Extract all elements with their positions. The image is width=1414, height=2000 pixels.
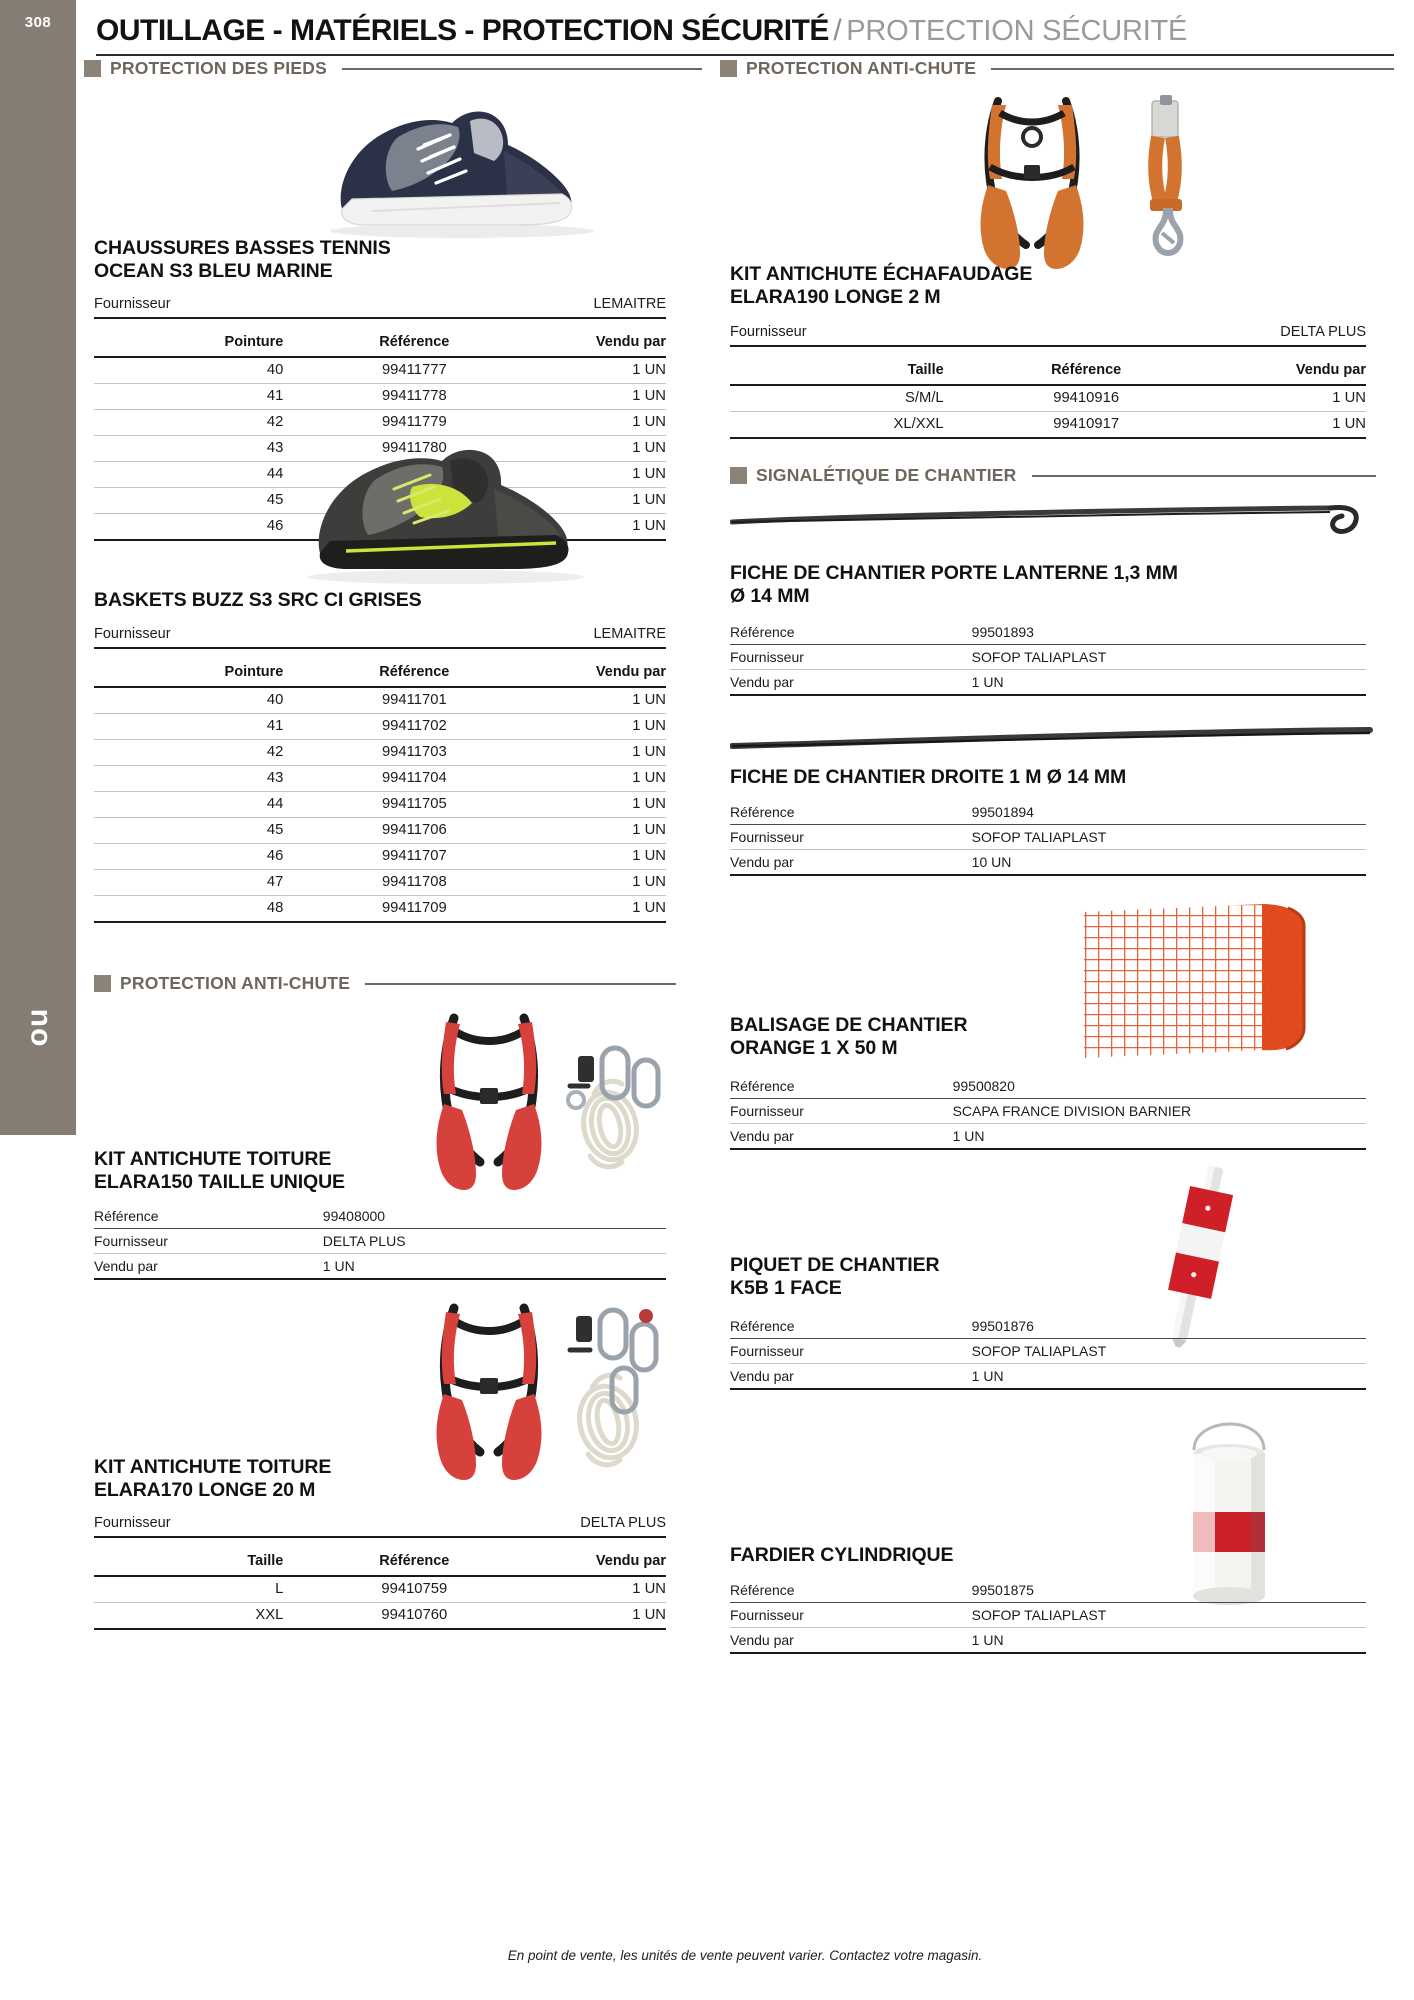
- spec-row-vendu-par: [730, 1628, 1366, 1654]
- column-header-vendu-par: Vendu par: [1295, 362, 1366, 378]
- section-protection-des-pieds: [84, 58, 702, 79]
- column-header-pointure: Pointure: [224, 664, 284, 680]
- fournisseur-label: Fournisseur: [730, 1607, 804, 1623]
- fournisseur-value: SOFOP TALIAPLAST: [971, 649, 1107, 665]
- reference-label: Référence: [730, 624, 795, 640]
- table-header-row: [730, 357, 1366, 385]
- column-header-reference: Référence: [379, 334, 450, 350]
- spec-row-vendu-par: [730, 670, 1366, 696]
- fournisseur-value: SOFOP TALIAPLAST: [971, 829, 1107, 845]
- table-row: 42 99411779 1 UN: [94, 410, 666, 436]
- left-column: [84, 58, 702, 1623]
- product-fiche-porte-lanterne: [720, 488, 1394, 718]
- navy-sneaker-image: [312, 91, 602, 241]
- straight-stake-image: [730, 724, 1376, 758]
- product-title: BASKETS BUZZ S3 SRC CI GRISES: [94, 589, 422, 611]
- page-header: [96, 14, 1394, 48]
- baskets-buzz-rows: [94, 687, 666, 922]
- column-header-taille: Taille: [907, 362, 944, 378]
- column-header-pointure: Pointure: [224, 334, 284, 350]
- product-piquet-chantier: [720, 1178, 1394, 1428]
- baskets-buzz-supplier: [94, 623, 666, 649]
- reference-label: Référence: [730, 1318, 795, 1334]
- spec-row-vendu-par: [730, 1124, 1366, 1150]
- product-title: BALISAGE DE CHANTIER ORANGE 1 X 50 M: [730, 1014, 968, 1059]
- table-row: S/M/L 99410916 1 UN: [730, 385, 1366, 412]
- square-bullet-icon: [84, 60, 101, 77]
- product-title: FICHE DE CHANTIER PORTE LANTERNE 1,3 MM Ø 14 MM: [730, 562, 1178, 607]
- product-title: CHAUSSURES BASSES TENNIS OCEAN S3 BLEU MARINE: [94, 237, 391, 282]
- reference-value: 99501876: [971, 1318, 1034, 1334]
- fournisseur-label: Fournisseur: [730, 1103, 804, 1119]
- vendu-par-value: 1 UN: [322, 1258, 355, 1274]
- vendu-par-label: Vendu par: [730, 674, 794, 690]
- fournisseur-value: SOFOP TALIAPLAST: [971, 1607, 1107, 1623]
- fournisseur-value: SOFOP TALIAPLAST: [971, 1343, 1107, 1359]
- section-rule: [342, 68, 702, 70]
- reference-value: 99408000: [322, 1208, 386, 1224]
- table-header-row: [94, 659, 666, 687]
- spec-row-fournisseur: [730, 825, 1366, 850]
- table-row: L 99410759 1 UN: [94, 1576, 666, 1603]
- product-title: KIT ANTICHUTE TOITURE ELARA150 TAILLE UNIQUE: [94, 1148, 345, 1193]
- reference-label: Référence: [730, 1078, 795, 1094]
- chaussures-ocean-supplier: [94, 293, 666, 319]
- product-title: KIT ANTICHUTE TOITURE ELARA170 LONGE 20 M: [94, 1456, 332, 1501]
- vendu-par-value: 1 UN: [952, 1128, 985, 1144]
- fournisseur-value: DELTA PLUS: [1280, 324, 1366, 340]
- table-row: 46 1 UN: [94, 514, 666, 541]
- section-title: PROTECTION DES PIEDS: [110, 58, 327, 78]
- table-row: 43 99411780 1 UN: [94, 436, 666, 462]
- column-header-vendu-par: Vendu par: [595, 1553, 666, 1569]
- vendu-par-value: 1 UN: [971, 1632, 1004, 1648]
- vendu-par-label: Vendu par: [730, 1632, 794, 1648]
- product-title: FARDIER CYLINDRIQUE: [730, 1544, 954, 1566]
- fournisseur-value: LEMAITRE: [593, 296, 666, 312]
- reference-value: 99500820: [952, 1078, 1015, 1094]
- reference-label: Référence: [730, 1582, 795, 1598]
- grey-sneaker-image: [294, 427, 594, 589]
- spec-row-vendu-par: [730, 850, 1366, 876]
- spec-row-reference: [730, 1314, 1366, 1339]
- spec-row-fournisseur: [94, 1229, 666, 1254]
- kit-elara190-rows: [730, 385, 1366, 438]
- spec-row-reference: [94, 1204, 666, 1229]
- product-chaussures-ocean: [84, 81, 702, 534]
- fournisseur-label: Fournisseur: [94, 1515, 171, 1531]
- spec-row-reference: [730, 800, 1366, 825]
- section-rule: [1032, 475, 1376, 477]
- product-kit-elara150: [84, 996, 702, 1308]
- column-header-reference: Référence: [379, 664, 450, 680]
- piquet-spec-table: [730, 1314, 1366, 1390]
- harness-kit-elara190-image: [944, 93, 1244, 273]
- fournisseur-label: Fournisseur: [730, 1343, 804, 1359]
- product-fardier-cylindrique: [720, 1428, 1394, 1668]
- reference-label: Référence: [730, 804, 795, 820]
- baskets-buzz-size-table: [94, 659, 666, 923]
- kit-elara190-size-table: [730, 357, 1366, 439]
- table-row: 44 1 UN: [94, 462, 666, 488]
- kit-elara170-size-table: [94, 1548, 666, 1630]
- section-protection-anti-chute-left: [94, 973, 676, 994]
- header-rule: [96, 54, 1394, 56]
- right-column: [720, 58, 1394, 1668]
- header-sub-title: PROTECTION SÉCURITÉ: [846, 15, 1188, 47]
- spec-row-fournisseur: [730, 1339, 1366, 1364]
- fiche-porte-lanterne-spec-table: [730, 620, 1366, 696]
- kit-elara170-rows: [94, 1576, 666, 1629]
- square-bullet-icon: [720, 60, 737, 77]
- table-row: 40 99411701 1 UN: [94, 687, 666, 714]
- spec-row-reference: [730, 1074, 1366, 1099]
- vendu-par-value: 1 UN: [971, 674, 1004, 690]
- reference-value: 99501875: [971, 1582, 1034, 1598]
- header-separator: /: [833, 14, 842, 47]
- product-balisage-chantier: [720, 930, 1394, 1178]
- column-header-taille: Taille: [247, 1553, 284, 1569]
- product-kit-elara190: [720, 81, 1394, 437]
- vendu-par-label: Vendu par: [730, 1128, 794, 1144]
- reference-value: 99501894: [971, 804, 1034, 820]
- kit-elara150-spec-table: [94, 1204, 666, 1280]
- table-row: 40 99411777 1 UN: [94, 357, 666, 384]
- table-row: 42 99411703 1 UN: [94, 740, 666, 766]
- table-row: 41 99411778 1 UN: [94, 384, 666, 410]
- section-protection-anti-chute-right: [720, 58, 1394, 79]
- square-bullet-icon: [730, 467, 747, 484]
- product-fiche-droite: [720, 718, 1394, 930]
- section-title: PROTECTION ANTI-CHUTE: [746, 58, 977, 78]
- product-baskets-buzz: [84, 393, 702, 953]
- table-header-row: [94, 329, 666, 357]
- column-header-reference: Référence: [379, 1553, 450, 1569]
- spec-row-vendu-par: [94, 1254, 666, 1280]
- spec-row-reference: [730, 1578, 1366, 1603]
- reference-value: 99501893: [971, 624, 1034, 640]
- vendu-par-value: 10 UN: [971, 854, 1012, 870]
- section-title: PROTECTION ANTI-CHUTE: [120, 973, 351, 993]
- table-row: 48 99411709 1 UN: [94, 896, 666, 923]
- stake-lantern-holder-image: [730, 500, 1376, 556]
- balisage-spec-table: [730, 1074, 1366, 1150]
- table-row: XL/XXL 99410917 1 UN: [730, 412, 1366, 439]
- spec-row-fournisseur: [730, 645, 1366, 670]
- kit-elara170-supplier: [94, 1512, 666, 1538]
- spec-row-fournisseur: [730, 1603, 1366, 1628]
- fournisseur-value: SCAPA FRANCE DIVISION BARNIER: [952, 1103, 1192, 1119]
- table-row: 44 99411705 1 UN: [94, 792, 666, 818]
- fournisseur-label: Fournisseur: [730, 324, 807, 340]
- section-rule: [365, 983, 676, 985]
- table-row: XXL 99410760 1 UN: [94, 1603, 666, 1630]
- spec-row-vendu-par: [730, 1364, 1366, 1390]
- product-kit-elara170: [84, 1308, 702, 1623]
- fournisseur-label: Fournisseur: [94, 626, 171, 642]
- fardier-spec-table: [730, 1578, 1366, 1654]
- column-header-vendu-par: Vendu par: [595, 334, 666, 350]
- square-bullet-icon: [94, 975, 111, 992]
- reference-label: Référence: [94, 1208, 159, 1224]
- spec-row-fournisseur: [730, 1099, 1366, 1124]
- header-main-title: OUTILLAGE - MATÉRIELS - PROTECTION SÉCURITÉ: [96, 14, 829, 47]
- table-row: 47 99411708 1 UN: [94, 870, 666, 896]
- table-row: 43 99411704 1 UN: [94, 766, 666, 792]
- fournisseur-label: Fournisseur: [94, 296, 171, 312]
- vendu-par-label: Vendu par: [94, 1258, 158, 1274]
- vendu-par-value: 1 UN: [971, 1368, 1004, 1384]
- fiche-droite-spec-table: [730, 800, 1366, 876]
- fournisseur-label: Fournisseur: [730, 829, 804, 845]
- section-title: SIGNALÉTIQUE DE CHANTIER: [756, 465, 1017, 485]
- vendu-par-label: Vendu par: [730, 1368, 794, 1384]
- vendu-par-label: Vendu par: [730, 854, 794, 870]
- fournisseur-label: Fournisseur: [730, 649, 804, 665]
- column-header-reference: Référence: [1051, 362, 1122, 378]
- page-side-tab: [0, 0, 76, 1135]
- section-signaletique-de-chantier: [730, 465, 1376, 486]
- table-row: 41 99411702 1 UN: [94, 714, 666, 740]
- fournisseur-value: LEMAITRE: [593, 626, 666, 642]
- product-title: FICHE DE CHANTIER DROITE 1 M Ø 14 MM: [730, 766, 1127, 788]
- table-header-row: [94, 1548, 666, 1576]
- table-row: 45 99411706 1 UN: [94, 818, 666, 844]
- fournisseur-label: Fournisseur: [94, 1233, 168, 1249]
- product-title: PIQUET DE CHANTIER K5B 1 FACE: [730, 1254, 940, 1299]
- fournisseur-value: DELTA PLUS: [322, 1233, 406, 1249]
- kit-elara190-supplier: [730, 321, 1366, 347]
- footer-note: En point de vente, les unités de vente peuvent varier. Contactez votre magasin.: [507, 1948, 983, 1963]
- spec-row-reference: [730, 620, 1366, 645]
- column-header-vendu-par: Vendu par: [595, 664, 666, 680]
- catalog-page: [76, 0, 1414, 2000]
- product-title: KIT ANTICHUTE ÉCHAFAUDAGE ELARA190 LONGE 2 M: [730, 263, 1033, 308]
- table-row: 46 99411707 1 UN: [94, 844, 666, 870]
- table-row: 45 1 UN: [94, 488, 666, 514]
- page-number: 308: [24, 14, 52, 31]
- section-rule: [991, 68, 1394, 70]
- fournisseur-value: DELTA PLUS: [580, 1515, 666, 1531]
- side-vertical-label: ou: [21, 1007, 54, 1047]
